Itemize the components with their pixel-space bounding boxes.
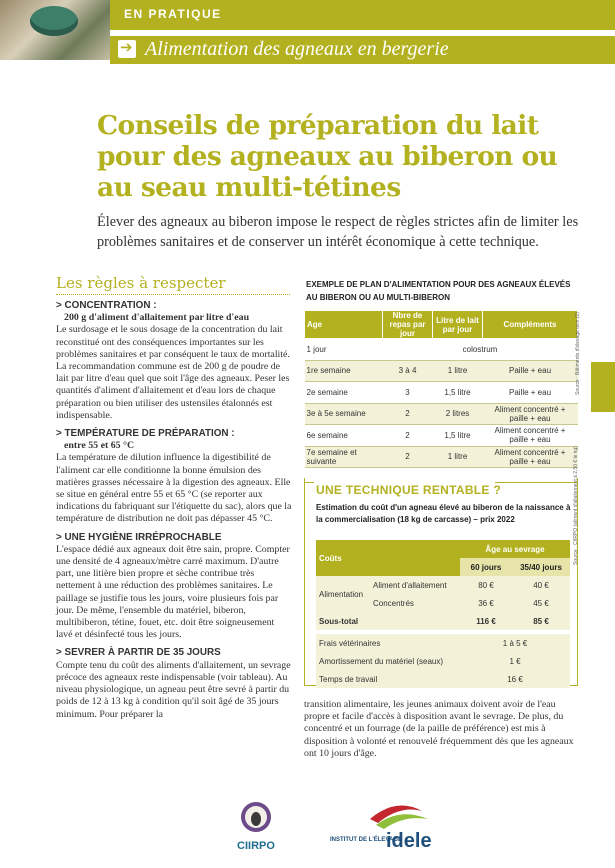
cell: 2 [383,403,433,425]
cell: Aliment concentré + paille + eau [483,425,578,447]
weaning-heading: > SEVRER À PARTIR DE 35 JOURS [56,647,221,659]
table-row [305,425,578,447]
cell: Coûts [316,540,460,576]
cell: 2 [383,446,433,468]
feeding-plan-table [304,310,578,468]
table-row [305,382,578,404]
weaning-text: Compte tenu du coût des aliments d'allaitement, un sevrage précoce des agneaux reste indispensable (voir tableau). Au niveau physiologique, un agneau peut être sevré à partir du poids de 12 à 13 kg à condition qu'il soit âgé de 35 jours minimum. Pour préparer la [56,659,291,720]
cell: Paille + eau [483,382,578,404]
cell: Frais vétérinaires [319,638,381,648]
rules-divider [56,294,290,295]
ciirpo-logo [226,797,286,857]
cell: 2 litres [433,403,483,425]
cell: 36 € [478,598,494,608]
cell: Aliment d'allaitement [373,580,447,590]
cell: 7e semaine et suivante [305,446,383,468]
cell: 1 jour [305,339,383,361]
cell: 35/40 jours [512,558,570,576]
hygiene-text: L'espace dédié aux agneaux doit être sain, propre. Compter une densité de 4 agneaux/mètre carré maximum. D'autre part, une litière bien propre et sèche contribue très nettement à une réduction des problèmes sanitaires. Le paillage se justifie tous les jours, voire plusieurs fois par jour. De même, l'ensemble du matériel, biberon, multibiberon, tétine, fouet, etc. doit être soigneusement lavé et désinfecté tous les jours. [56,543,290,641]
cell: 1 € [509,656,521,666]
concentration-subheading: 200 g d'aliment d'allaitement par litre d'eau [64,312,250,324]
continuation-text: transition alimentaire, les jeunes animaux doivent avoir de l'eau propre et facile d'accès à disposition avant le sevrage. De plus, du concentré et un fourrage (de la paille de préférence) est mis à disposition à volonté et renouvelé fréquemment dès que les agneaux ont 10 jours d'âge. [304,699,574,759]
concentration-heading: > CONCENTRATION : [56,300,157,311]
cell: Aliment concentré + paille + eau [483,446,578,468]
cell: 2 [383,425,433,447]
temperature-heading: > TEMPÉRATURE DE PRÉPARATION : [56,428,235,440]
technique-title: UNE TECHNIQUE RENTABLE ? [316,483,501,497]
cell: 1re semaine [305,360,383,382]
rules-title: Les règles à respecter [56,274,226,292]
cell: 3 [383,382,433,404]
feeding-plan-caption: EXEMPLE DE PLAN D'ALIMENTATION POUR DES AGNEAUX ÉLEVÉS AU BIBERON OU AU MULTI-BIBERON [306,280,571,302]
page-title: Conseils de préparation du lait pour des agneaux au biberon ou au seau multi-tétines [97,110,558,203]
table-row [316,576,570,594]
table-row [305,403,578,425]
cell: Âge au sevrage [460,540,570,558]
side-tab [591,362,615,412]
cell: 1,5 litre [433,425,483,447]
cell: 16 € [507,674,523,684]
table-row [316,670,570,688]
column-header: Nbre de repas par jour [383,311,433,339]
cell: 3e à 5e semaine [305,403,383,425]
cell: 60 jours [460,558,512,576]
table-row [316,652,570,670]
header-photo [0,0,110,60]
temperature-text: La température de dilution influence la digestibilité de l'aliment car elle conditionne la bonne émulsion des matières grasses nécessaire à la digestion des agneaux. Elle se situe en général entre 55 et 65 °C (se reporter aux indications du fabriquant sur l'étiquette du sac), alors que la température de distribution ne doit pas dépasser 45 °C. [56,452,292,525]
temperature-subheading: entre 55 et 65 °C [64,440,135,452]
column-header: Compléments [483,311,578,339]
table-row [305,339,578,361]
idele-logo-text: idele [386,830,432,852]
section-label: EN PRATIQUE [124,7,222,21]
feeding-plan-source: Source : Bâtiments d'élevage ovin (2) [575,312,581,395]
technique-box-top-right [495,482,578,483]
cell: 3 à 4 [383,360,433,382]
cell: Amortissement du matériel (seaux) [319,656,444,666]
rules-column [56,300,292,721]
cell: 80 € [478,580,494,590]
table-row [316,634,570,652]
cell: Paille + eau [483,360,578,382]
table-row [316,540,570,558]
idele-logo [326,797,446,857]
cell: 2e semaine [305,382,383,404]
cell: 85 € [533,616,549,626]
concentration-text: Le surdosage et le sous dosage de la concentration du lait reconstitué ont des conséquences importantes sur les problèmes sanitaires et par conséquent le taux de mortalité. La recommandation commune est de 200 g de poudre de lait par litre d'eau quel que soit l'âge des agneaux. Peser les quantités d'aliment d'allaitement et d'eau lors de chaque préparation ou bien utiliser des ustensiles étalonnés est indispensable. [56,324,290,421]
cell: 45 € [533,598,549,608]
cell: Alimentation [319,589,364,599]
cell: 1,5 litre [433,382,483,404]
cell: 1 litre [433,446,483,468]
hygiene-heading: > UNE HYGIÈNE IRRÉPROCHABLE [56,531,222,543]
column-header: Litre de lait par jour [433,311,483,339]
cost-table-source: Source : CIIRPO (aliment d'allaitement à 2,50 € le kg) [573,446,579,565]
continuation-column [304,699,578,760]
cell: 116 € [476,616,496,626]
cell: Aliment concentré + paille + eau [483,403,578,425]
technique-box-top-left [304,482,314,483]
table-row [305,360,578,382]
table-row [316,612,570,630]
cell: Temps de travail [319,674,378,684]
table-row [305,446,578,468]
cell: Concentrés [373,598,414,608]
table-header-row [305,311,578,339]
idele-small-text: INSTITUT DE L'ÉLEVAGE [330,837,402,843]
intro-text: Élever des agneaux au biberon impose le respect de règles strictes afin de limiter les problèmes sanitaires et de conserver un intérêt économique à cette technique. [97,214,579,250]
arrow-glyph: ➔ [120,38,133,56]
subsection-label: Alimentation des agneaux en bergerie [145,38,449,60]
cost-table [316,540,570,688]
cell: 6e semaine [305,425,383,447]
technique-caption: Estimation du coût d'un agneau élevé au biberon de la naissance à la commercialisation (18 kg de carcasse) – prix 2022 [316,503,571,524]
cell: colostrum [383,339,578,361]
cell: 40 € [533,580,549,590]
ciirpo-logo-text: CIIRPO [237,840,275,852]
cell: Sous-total [319,616,359,626]
cell: 1 à 5 € [502,638,528,648]
cell: 1 litre [433,360,483,382]
column-header: Age [305,311,383,339]
